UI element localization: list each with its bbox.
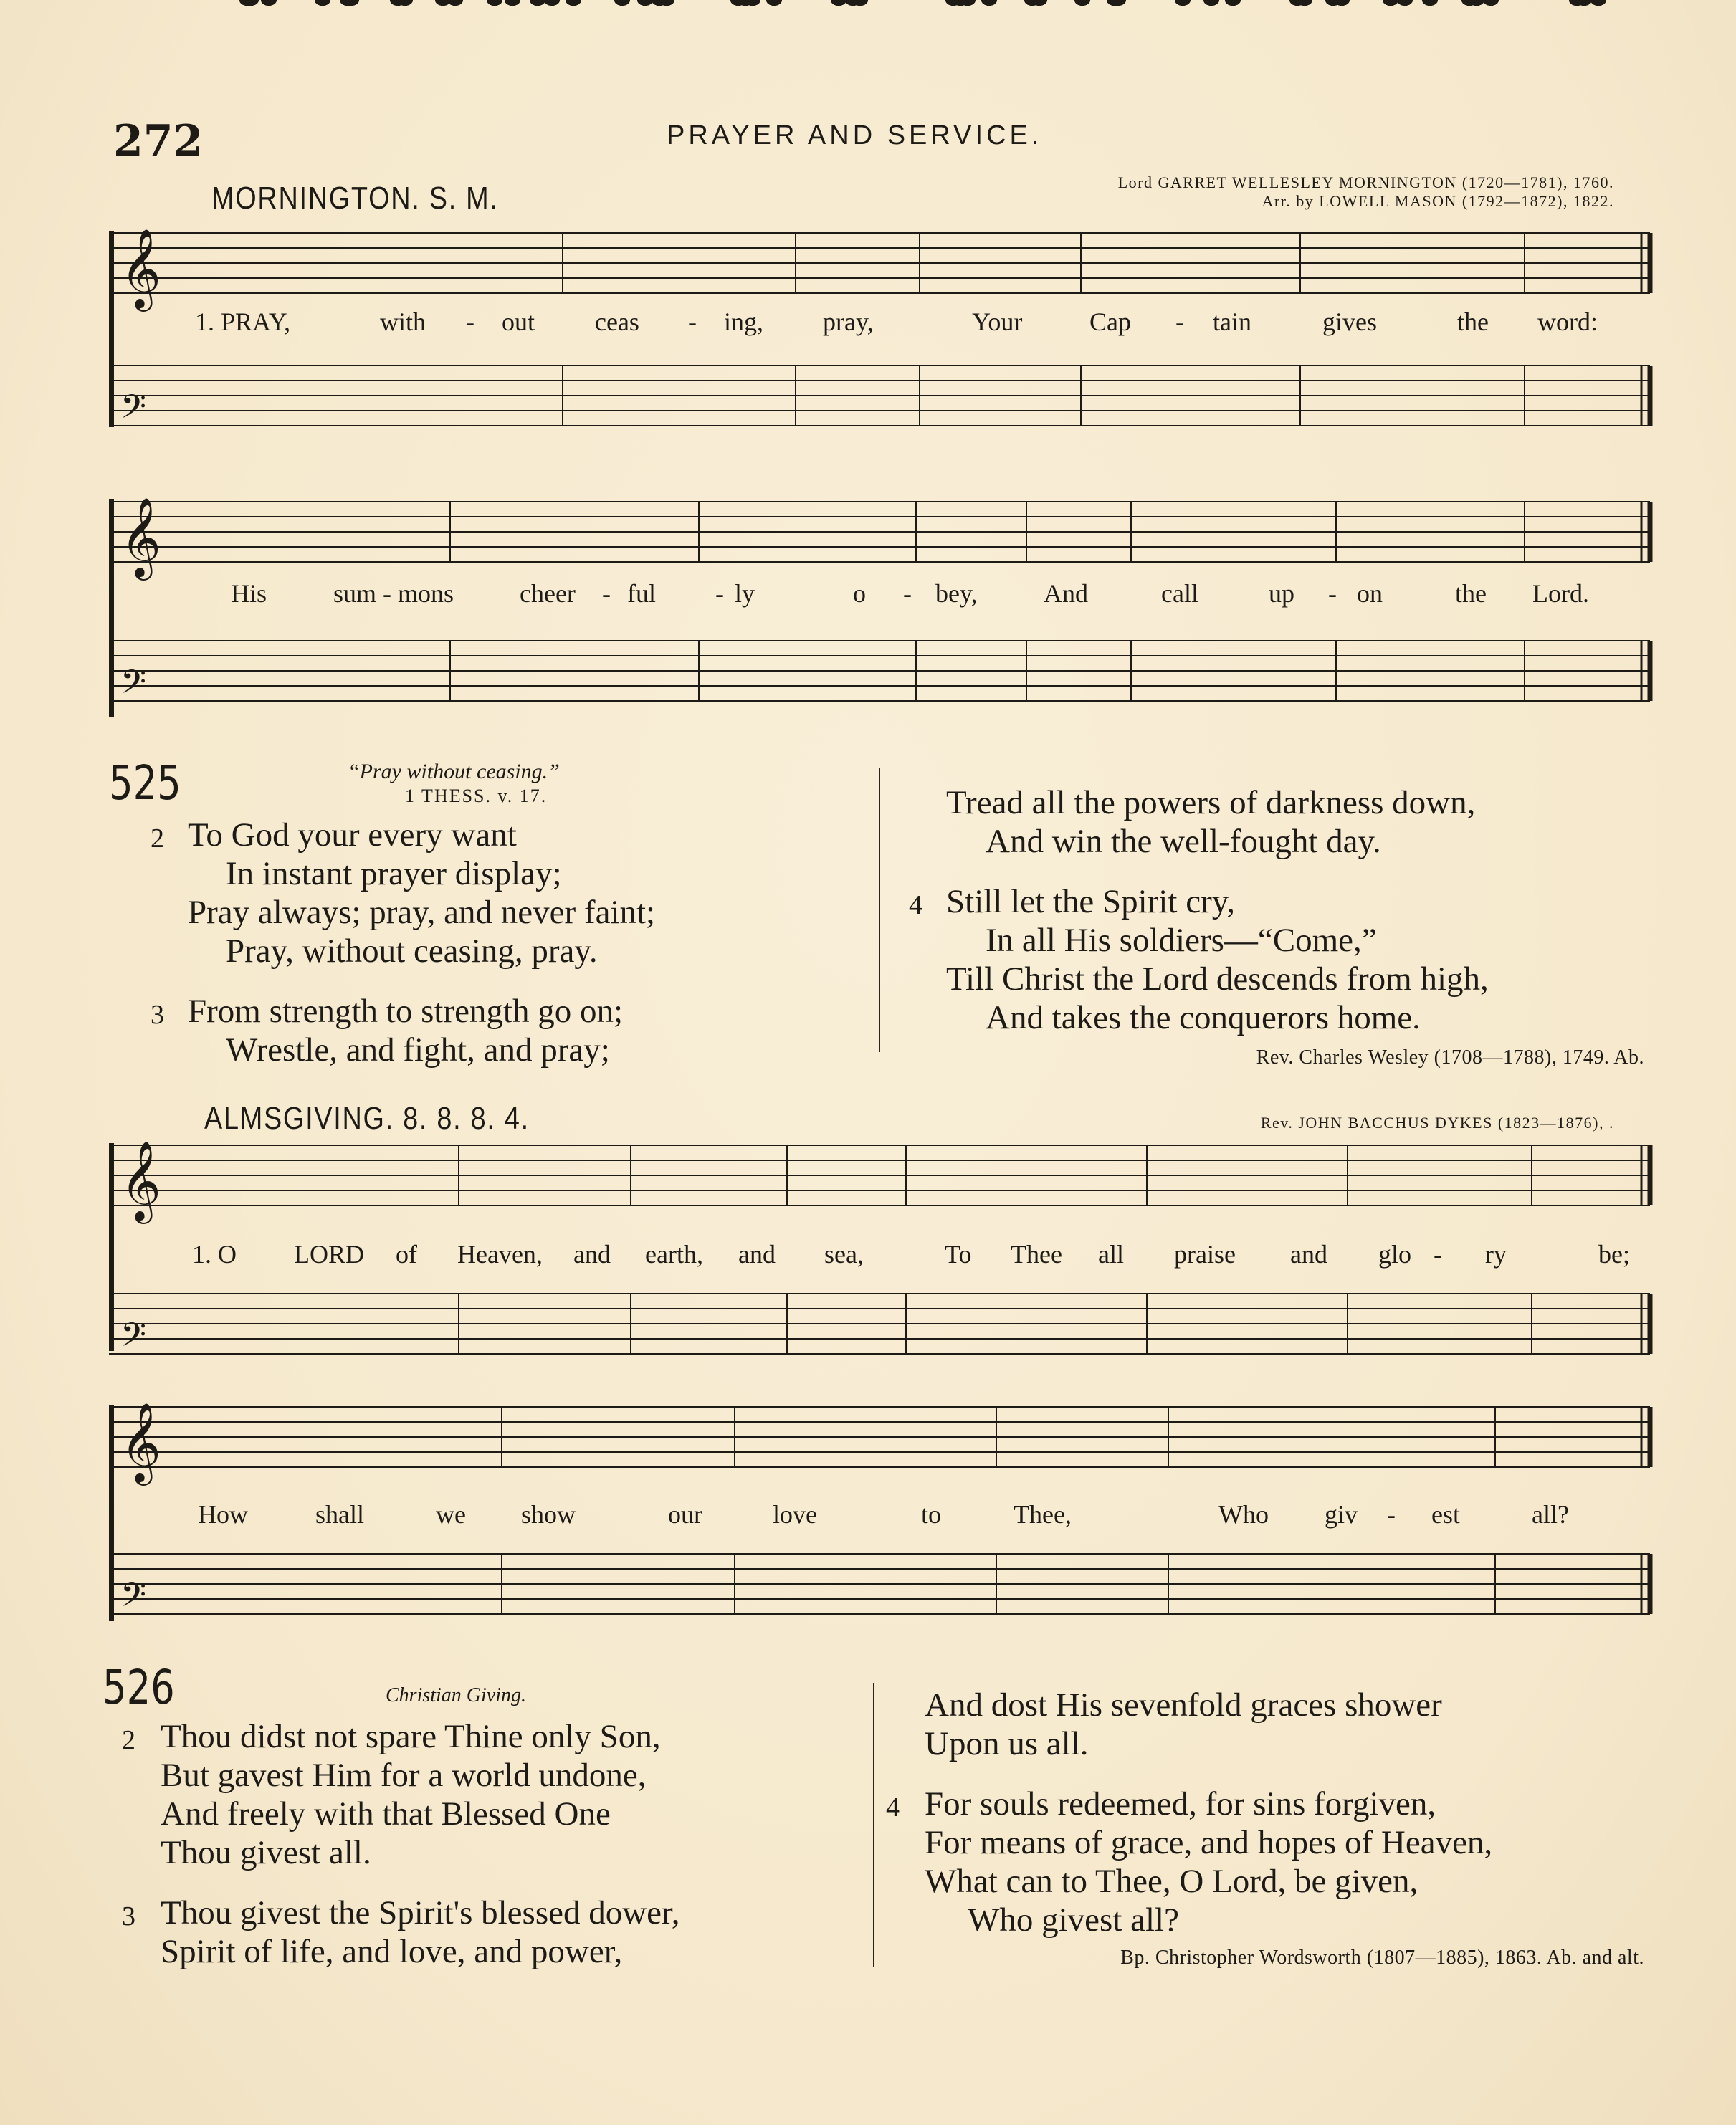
lyric-syllable: sea,: [824, 1240, 864, 1269]
verse-line: And freely with that Blessed One: [161, 1795, 611, 1833]
hymn-number-526: 526: [102, 1660, 175, 1715]
bass-clef: 𝄢: [120, 663, 147, 710]
lyric-syllable: -: [715, 579, 724, 608]
verse-number: 4: [909, 890, 922, 920]
lyric-syllable: 1. PRAY,: [195, 307, 291, 336]
verse-line: Wrestle, and fight, and pray;: [226, 1031, 610, 1069]
lyric-syllable: of: [396, 1240, 417, 1269]
lyric-syllable: LORD: [294, 1240, 364, 1269]
lyric-syllable: word:: [1537, 307, 1598, 336]
epigraph-526: Christian Giving.: [386, 1684, 527, 1706]
lyric-syllable: show: [521, 1500, 576, 1529]
lyric-syllable: Your: [972, 307, 1023, 336]
note-head: [1383, 0, 1398, 6]
bass-clef: 𝄢: [120, 1576, 147, 1623]
note-head: [1175, 0, 1191, 6]
page-number: 272: [113, 116, 204, 166]
bass-clef: 𝄢: [120, 388, 147, 434]
verse-number: 3: [122, 1901, 135, 1931]
system-brace: [109, 1143, 114, 1351]
note-head: [566, 0, 581, 6]
lyric-syllable: 1. O: [192, 1240, 237, 1269]
lyric-syllable: To: [945, 1240, 972, 1269]
lyric-syllable: gives: [1322, 307, 1377, 336]
verse-line: Still let the Spirit cry,: [946, 883, 1235, 920]
verse-line: In all His soldiers—“Come,”: [986, 922, 1377, 959]
note-head: [1397, 0, 1413, 6]
verse-number: 3: [151, 1000, 164, 1030]
verse-number: 2: [151, 823, 164, 854]
lyric-syllable: on: [1357, 579, 1383, 608]
verse-line: But gavest Him for a world undone,: [161, 1757, 647, 1794]
lyric-syllable: glo: [1378, 1240, 1412, 1269]
lyric-syllable: Who: [1218, 1500, 1269, 1529]
composer-credit-almsgiving: Rev. JOHN BACCHUS DYKES (1823—1876), .: [1260, 1114, 1614, 1132]
verse-line: Who givest all?: [968, 1901, 1179, 1939]
lyric-syllable: out: [502, 307, 535, 336]
lyric-syllable: Thee,: [1014, 1500, 1072, 1529]
note-head: [637, 0, 653, 6]
treble-clef: 𝄞: [120, 228, 161, 308]
epigraph-525: “Pray without ceasing.”: [348, 760, 560, 783]
note-head: [614, 0, 630, 6]
lyric-syllable: tain: [1213, 307, 1251, 336]
lyric-syllable: praise: [1174, 1240, 1236, 1269]
arranger-line: Arr. by LOWELL MASON (1792—1872), 1822.: [1262, 192, 1614, 210]
lyric-syllable: the: [1457, 307, 1489, 336]
verse-line: Upon us all.: [925, 1725, 1089, 1762]
lyric-syllable: earth,: [645, 1240, 703, 1269]
verse-line: And win the well-fought day.: [986, 823, 1381, 860]
lyric-syllable: ly: [735, 579, 755, 608]
note-head: [1590, 0, 1606, 6]
note-head: [1422, 0, 1438, 6]
note-head: [261, 0, 277, 6]
lyric-syllable: ry: [1485, 1240, 1507, 1269]
verse-line: Thou didst not spare Thine only Son,: [161, 1718, 661, 1755]
running-title: PRAYER AND SERVICE.: [667, 120, 1043, 151]
lyric-syllable: up: [1269, 579, 1294, 608]
verse-number: 4: [886, 1792, 900, 1823]
note-head: [505, 0, 520, 6]
verse-line: Till Christ the Lord descends from high,: [946, 960, 1489, 998]
lyric-syllable: Heaven,: [457, 1240, 543, 1269]
bass-clef: 𝄢: [120, 1316, 147, 1362]
note-head: [831, 0, 846, 6]
verse-line: In instant prayer display;: [226, 855, 562, 892]
lyric-syllable: pray,: [823, 307, 874, 336]
treble-clef: 𝄞: [120, 1402, 161, 1482]
verse-line: For souls redeemed, for sins forgiven,: [925, 1785, 1436, 1823]
lyric-syllable: the: [1455, 579, 1487, 608]
lyric-syllable: His: [231, 579, 267, 608]
verse-line: Thou givest the Spirit's blessed dower,: [161, 1894, 680, 1931]
lyric-syllable: -: [602, 579, 611, 608]
lyric-syllable: How: [198, 1500, 248, 1529]
lyric-syllable: with: [380, 307, 426, 336]
verse-line: To God your every want: [188, 816, 517, 854]
lyric-syllable: and: [1290, 1240, 1327, 1269]
hymn-number-525: 525: [109, 755, 181, 811]
verse-line: What can to Thee, O Lord, be given,: [925, 1863, 1418, 1900]
lyric-syllable: and: [738, 1240, 776, 1269]
verse-line: Pray, without ceasing, pray.: [226, 932, 598, 970]
lyric-syllable: call: [1161, 579, 1198, 608]
note-head: [487, 0, 502, 6]
verse-line: Spirit of life, and love, and power,: [161, 1933, 623, 1970]
column-divider-2: [873, 1683, 874, 1967]
lyric-syllable: o: [853, 579, 866, 608]
lyric-syllable: bey,: [935, 579, 978, 608]
note-head: [1203, 0, 1219, 6]
verse-line: And dost His sevenfold graces shower: [925, 1686, 1442, 1724]
composer-credit-mornington: [1118, 173, 1614, 211]
lyric-syllable: est: [1431, 1500, 1460, 1529]
lyric-syllable: giv: [1325, 1500, 1358, 1529]
lyric-syllable: And: [1044, 579, 1088, 608]
lyric-syllable: cheer: [520, 579, 576, 608]
lyric-syllable: Thee: [1011, 1240, 1062, 1269]
lyric-syllable: -: [1434, 1240, 1442, 1269]
system-brace: [109, 231, 114, 427]
scripture-reference-525: 1 THESS. v. 17.: [405, 785, 548, 806]
treble-clef: 𝄞: [120, 1140, 161, 1221]
lyric-syllable: our: [668, 1500, 702, 1529]
column-divider: [879, 768, 880, 1052]
verse-line: Pray always; pray, and never faint;: [188, 894, 656, 931]
lyric-syllable: -: [466, 307, 474, 336]
lyric-syllable: Lord.: [1532, 579, 1589, 608]
lyric-syllable: ceas: [595, 307, 639, 336]
tune-name-mornington: MORNINGTON. S. M.: [211, 181, 499, 216]
author-attribution-525: Rev. Charles Wesley (1708—1788), 1749. Ab.: [1256, 1046, 1644, 1069]
lyric-syllable: ing,: [724, 307, 764, 336]
note-head: [544, 0, 560, 6]
note-head: [315, 0, 330, 6]
author-attribution-526: Bp. Christopher Wordsworth (1807—1885), 1863. Ab. and alt.: [1120, 1947, 1644, 1969]
note-head: [1225, 0, 1241, 6]
verse-number: 2: [122, 1725, 135, 1755]
lyric-syllable: all?: [1532, 1500, 1569, 1529]
lyric-syllable: -: [1387, 1500, 1396, 1529]
lyric-syllable: shall: [315, 1500, 364, 1529]
composer-line: Lord GARRET WELLESLEY MORNINGTON (1720—1781), 1760.: [1117, 173, 1614, 191]
lyric-syllable: Cap: [1089, 307, 1131, 336]
note-head: [1074, 0, 1090, 6]
note-head: [447, 0, 463, 6]
verse-line: Tread all the powers of darkness down,: [946, 784, 1476, 821]
lyric-syllable: we: [436, 1500, 466, 1529]
lyric-syllable: sum - mons: [333, 579, 454, 608]
tune-name-almsgiving: ALMSGIVING. 8. 8. 8. 4.: [204, 1101, 530, 1136]
treble-clef: 𝄞: [120, 497, 161, 577]
note-head: [981, 0, 997, 6]
lyric-syllable: all: [1098, 1240, 1124, 1269]
lyric-syllable: and: [573, 1240, 611, 1269]
lyric-syllable: -: [1175, 307, 1184, 336]
lyric-syllable: -: [1328, 579, 1337, 608]
verse-line: Thou givest all.: [161, 1834, 371, 1871]
note-head: [766, 0, 782, 6]
verse-line: For means of grace, and hopes of Heaven,: [925, 1824, 1493, 1861]
note-head: [1483, 0, 1499, 6]
lyric-syllable: ful: [627, 579, 656, 608]
lyric-syllable: love: [773, 1500, 817, 1529]
note-head: [530, 0, 545, 6]
lyric-syllable: be;: [1598, 1240, 1630, 1269]
lyric-syllable: to: [921, 1500, 942, 1529]
verse-line: From strength to strength go on;: [188, 993, 624, 1030]
lyric-syllable: -: [688, 307, 697, 336]
lyric-syllable: -: [903, 579, 912, 608]
verse-line: And takes the conquerors home.: [986, 999, 1421, 1036]
